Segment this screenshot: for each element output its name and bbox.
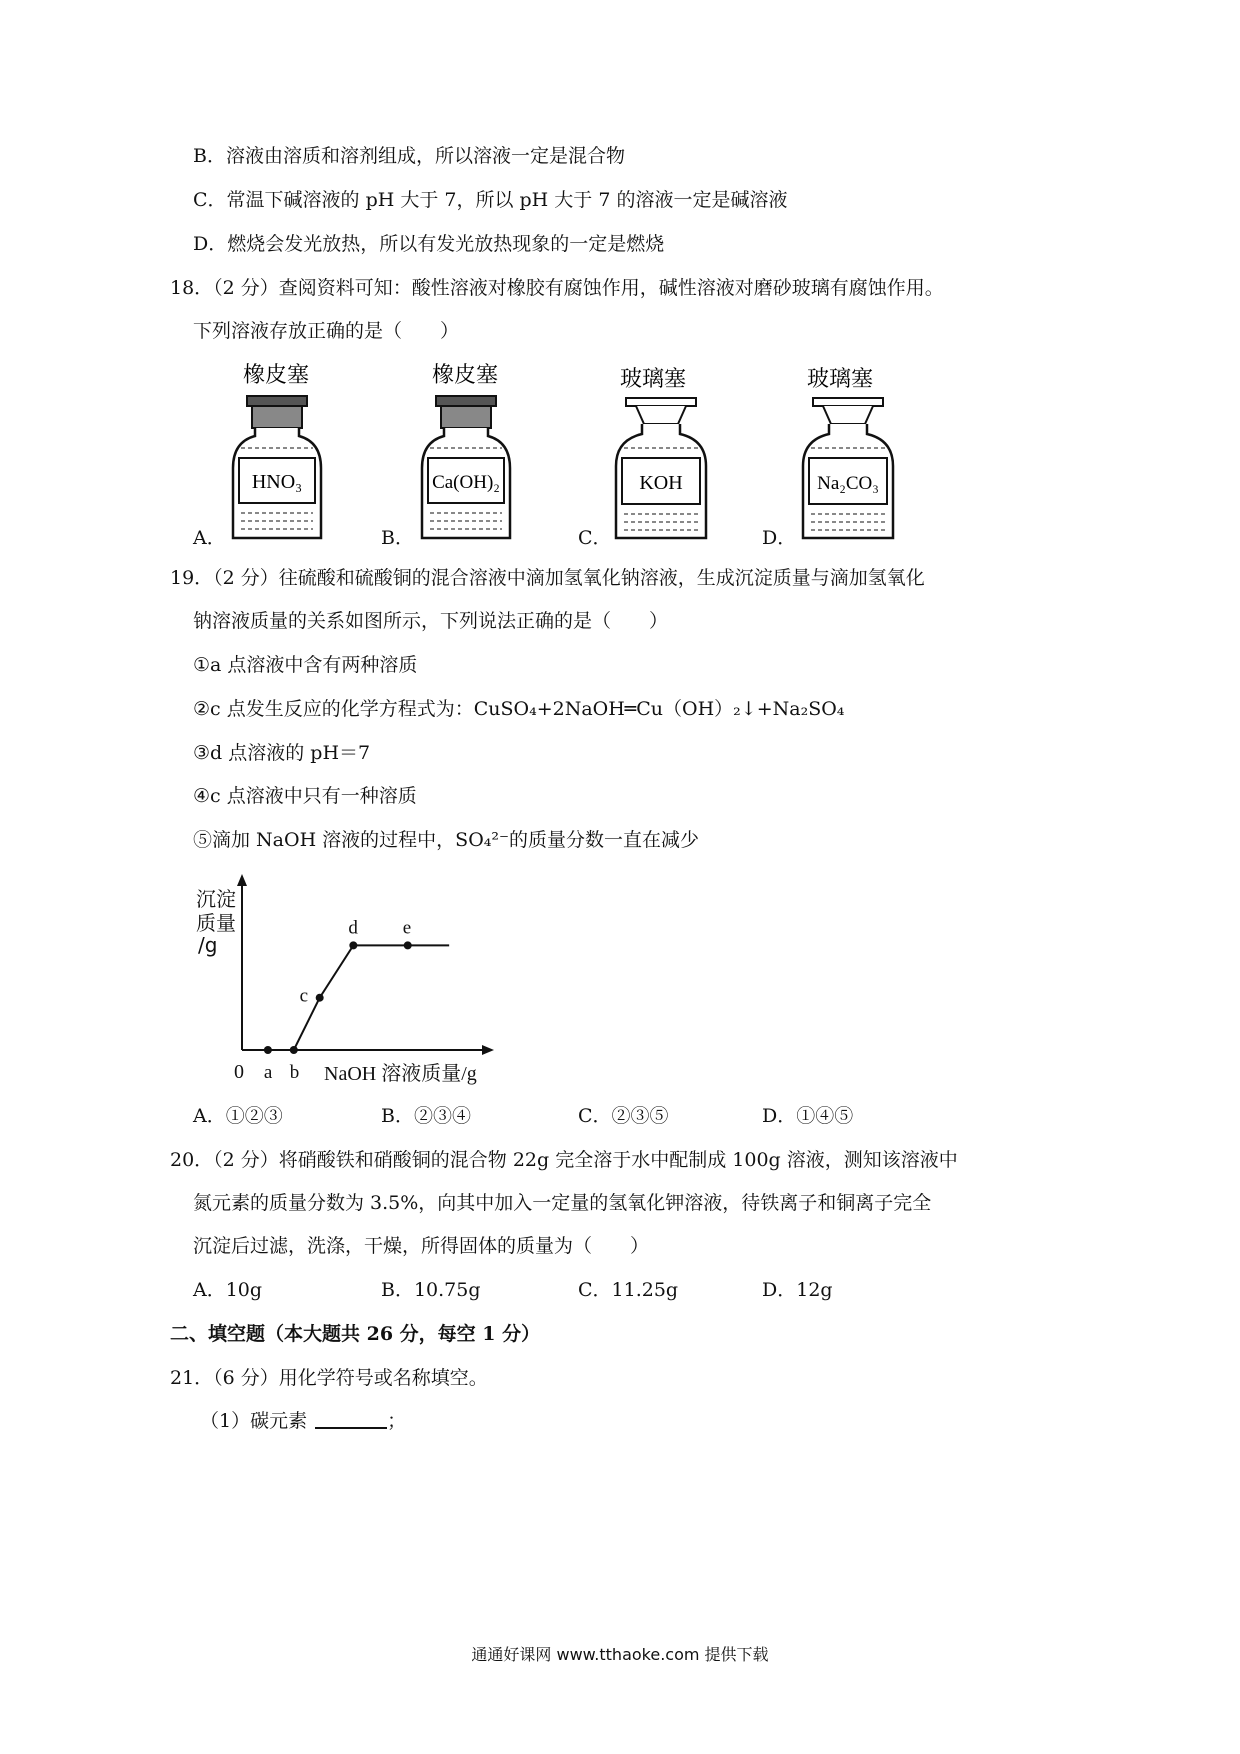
precipitate-chart xyxy=(190,870,510,1090)
chart-ylabel-line2: 质量 xyxy=(196,911,236,935)
bottle-c-letter: C． xyxy=(578,527,612,549)
glass-stopper-icon xyxy=(813,398,883,406)
glass-stopper-icon xyxy=(626,398,696,406)
bottle-a-stopper-label: 橡皮塞 xyxy=(243,363,310,388)
q18-stem-line2: 下列溶液存放正确的是（ ） xyxy=(193,320,460,342)
chart-point-a xyxy=(264,1046,272,1054)
bottle-b-figure xyxy=(414,358,524,548)
q19-statement-3: ③d 点溶液的 pH＝7 xyxy=(193,742,371,764)
q17-option-d: D．燃烧会发光放热，所以有发光放热现象的一定是燃烧 xyxy=(193,233,665,255)
bottle-d-letter: D． xyxy=(762,527,797,549)
bottle-a-figure xyxy=(225,358,335,548)
q19-option-a: A．①②③ xyxy=(193,1105,283,1127)
chart-point-c xyxy=(316,994,324,1002)
q17-option-c: C．常温下碱溶液的 pH 大于 7，所以 pH 大于 7 的溶液一定是碱溶液 xyxy=(193,189,788,211)
q19-statement-4: ④c 点溶液中只有一种溶质 xyxy=(193,785,417,807)
chart-point-label-b: b xyxy=(289,1062,300,1083)
bottle-b-stopper-label: 橡皮塞 xyxy=(432,363,499,388)
q19-statement-5: ⑤滴加 NaOH 溶液的过程中，SO₄²⁻的质量分数一直在减少 xyxy=(193,829,700,851)
q21-stem: 21．（6 分）用化学符号或名称填空。 xyxy=(170,1367,488,1389)
q20-option-d: D．12g xyxy=(762,1279,833,1301)
bottle-c-reagent: KOH xyxy=(639,472,683,494)
q20-stem-line1: 20．（2 分）将硝酸铁和硝酸铜的混合物 22g 完全溶于水中配制成 100g 溶液，测知该溶液中 xyxy=(170,1149,958,1171)
q21-item-1-end: ； xyxy=(387,1410,407,1432)
q21-item-1 xyxy=(200,1409,406,1433)
q19-statement-1: ①a 点溶液中含有两种溶质 xyxy=(193,654,418,676)
section-2-title: 二、填空题（本大题共 26 分，每空 1 分） xyxy=(170,1323,541,1345)
rubber-stopper-icon xyxy=(436,396,496,406)
q20-option-c: C．11.25g xyxy=(578,1279,679,1301)
chart-point-label-d: d xyxy=(348,917,358,939)
chart-point-b xyxy=(290,1046,298,1054)
rubber-stopper-icon xyxy=(247,396,307,406)
chart-point-label-a: a xyxy=(263,1062,273,1083)
q19-option-d: D．①④⑤ xyxy=(762,1105,854,1127)
chart-point-label-e: e xyxy=(402,917,412,939)
q17-option-b: B．溶液由溶质和溶剂组成，所以溶液一定是混合物 xyxy=(193,145,625,167)
q20-option-a: A．10g xyxy=(193,1279,263,1301)
chart-point-e xyxy=(404,941,412,949)
bottle-b-reagent: Ca(OH)₂ xyxy=(432,472,500,493)
bottle-d-reagent: Na₂CO₃ xyxy=(817,473,879,494)
chart-point-d xyxy=(349,941,357,949)
q19-stem-line1: 19．（2 分）往硫酸和硫酸铜的混合溶液中滴加氢氧化钠溶液，生成沉淀质量与滴加氢氧化 xyxy=(170,567,925,589)
q19-option-b: B．②③④ xyxy=(381,1105,471,1127)
q18-stem-line1: 18．（2 分）查阅资料可知：酸性溶液对橡胶有腐蚀作用，碱性溶液对磨砂玻璃有腐蚀作用。 xyxy=(170,277,944,299)
chart-point-label-c: c xyxy=(299,985,309,1007)
q21-item-1-label: （1）碳元素 xyxy=(200,1410,308,1432)
q21-item-1-blank[interactable] xyxy=(315,1409,387,1429)
chart-ylabel-line3: /g xyxy=(198,933,218,957)
footer-download-note: 通通好课网 www.tthaoke.com 提供下载 xyxy=(471,1645,769,1664)
chart-ylabel-line1: 沉淀 xyxy=(196,887,236,911)
bottle-d-stopper-label: 玻璃塞 xyxy=(807,367,874,392)
y-axis-arrow-icon xyxy=(237,874,247,886)
q20-option-b: B．10.75g xyxy=(381,1279,481,1301)
q19-stem-line2: 钠溶液质量的关系如图所示，下列说法正确的是（ ） xyxy=(193,610,669,632)
bottle-a-letter: A． xyxy=(193,527,226,549)
bottle-a-reagent: HNO₃ xyxy=(251,471,303,493)
bottle-c-stopper-label: 玻璃塞 xyxy=(620,367,687,392)
q20-stem-line3: 沉淀后过滤，洗涤，干燥，所得固体的质量为（ ） xyxy=(193,1235,650,1257)
q19-option-c: C．②③⑤ xyxy=(578,1105,669,1127)
bottle-c-figure xyxy=(608,362,718,548)
chart-xlabel: NaOH 溶液质量/g xyxy=(324,1063,477,1085)
q20-stem-line2: 氮元素的质量分数为 3.5%，向其中加入一定量的氢氧化钾溶液，待铁离子和铜离子完全 xyxy=(193,1192,932,1214)
chart-series-line xyxy=(242,945,449,1050)
bottle-b-letter: B． xyxy=(381,527,414,549)
q19-statement-2: ②c 点发生反应的化学方程式为：CuSO₄+2NaOH═Cu（OH）₂↓+Na₂SO₄ xyxy=(193,698,845,720)
chart-origin-label: 0 xyxy=(234,1061,244,1083)
bottle-d-figure xyxy=(795,362,905,548)
x-axis-arrow-icon xyxy=(482,1045,494,1055)
